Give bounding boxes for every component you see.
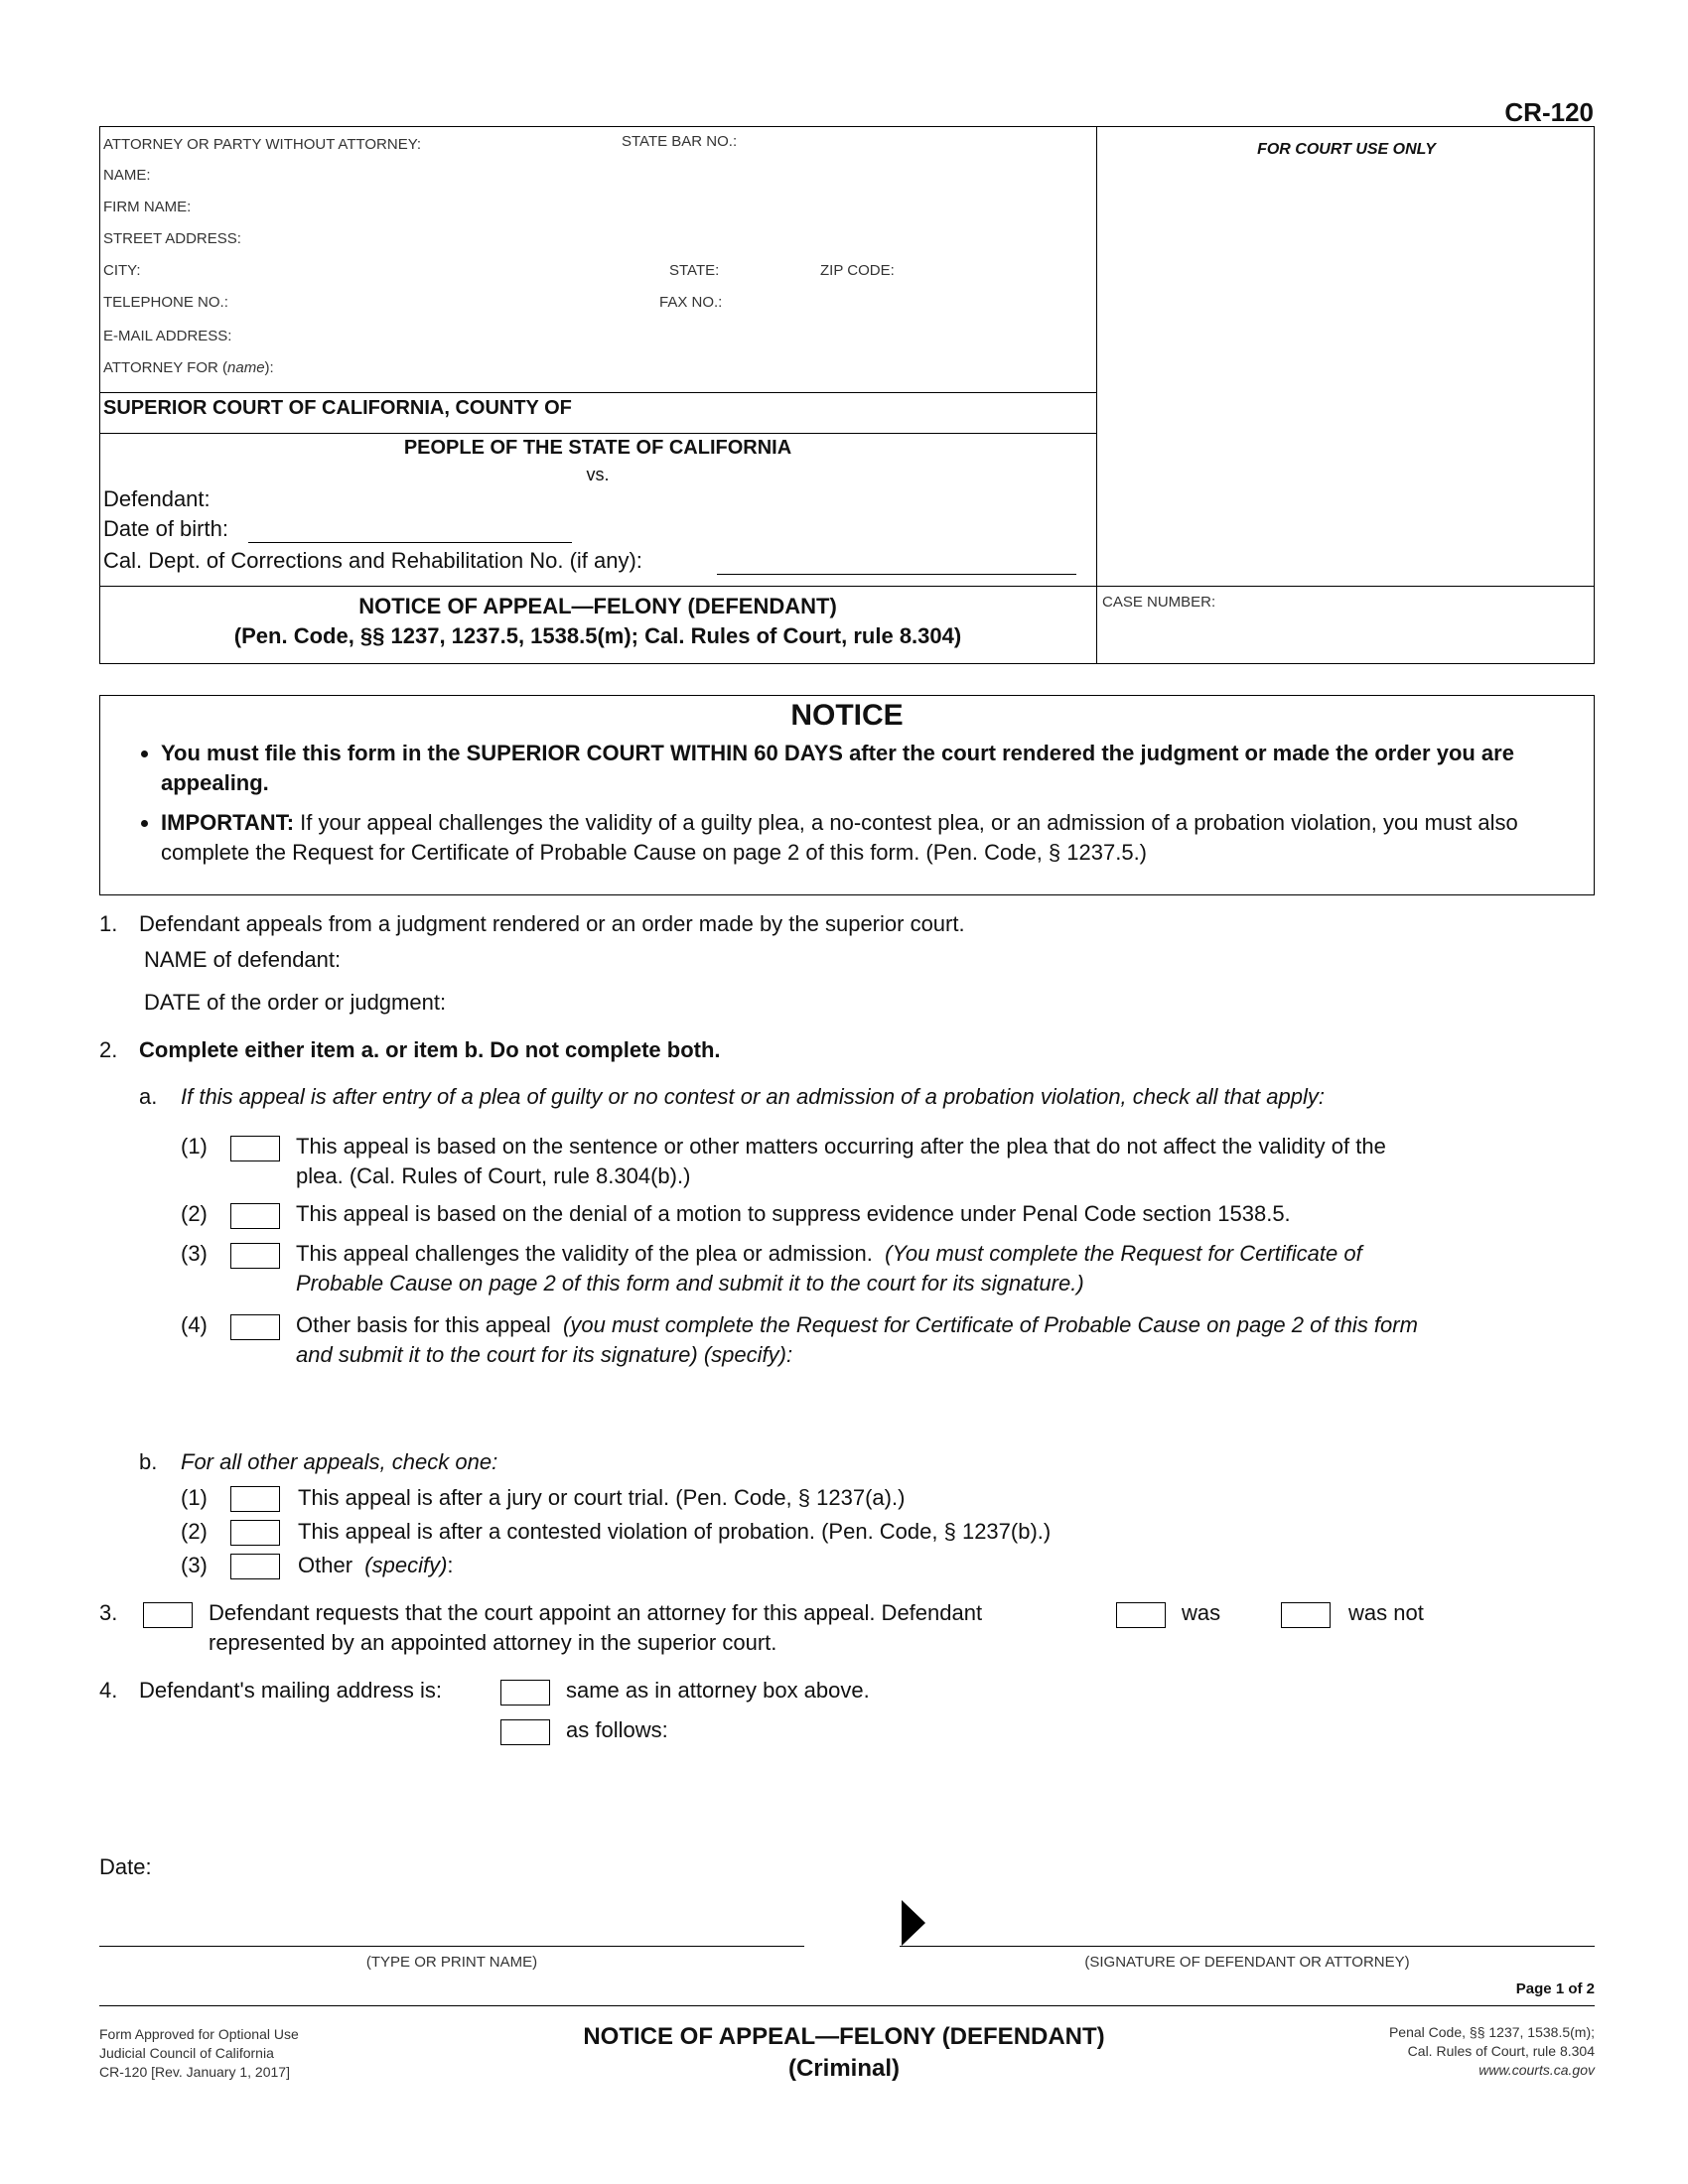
name-label: NAME: — [103, 167, 151, 184]
attorney-for-prefix: ATTORNEY FOR ( — [103, 359, 228, 376]
item2b-2-number: (2) — [181, 1519, 208, 1544]
state-bar-input[interactable] — [755, 133, 1082, 153]
item3-was-not-checkbox[interactable] — [1281, 1602, 1331, 1628]
item2b-2-text: This appeal is after a contested violation of probation. (Pen. Code, § 1237(b).) — [298, 1519, 1052, 1544]
court-use-divider — [1096, 126, 1097, 664]
dob-input[interactable] — [248, 516, 572, 543]
item2a-4-text-main: Other basis for this appeal — [296, 1312, 551, 1337]
item2-text: Complete either item a. or item b. Do not complete both. — [139, 1037, 721, 1062]
fax-input[interactable] — [735, 292, 1082, 312]
telephone-label: TELEPHONE NO.: — [103, 294, 228, 311]
item1-name-input[interactable] — [377, 947, 1589, 973]
item4-address-input[interactable] — [695, 1717, 1589, 1743]
people-label: PEOPLE OF THE STATE OF CALIFORNIA — [403, 437, 792, 459]
item4-as-follows-label: as follows: — [566, 1717, 668, 1742]
item3-number: 3. — [99, 1600, 118, 1625]
item1-text: Defendant appeals from a judgment rendered or an order made by the superior court. — [139, 911, 965, 936]
item2b-3-checkbox[interactable] — [230, 1554, 280, 1579]
item2b-3-text — [298, 1553, 454, 1578]
print-name-input[interactable] — [99, 1916, 804, 1947]
state-label: STATE: — [669, 262, 720, 279]
print-name-label: (TYPE OR PRINT NAME) — [365, 1954, 538, 1971]
attorney-label: ATTORNEY OR PARTY WITHOUT ATTORNEY: — [103, 136, 422, 153]
item2a-4-checkbox[interactable] — [230, 1314, 280, 1340]
item2a-4-text — [296, 1312, 1418, 1338]
footer-right-1: Penal Code, §§ 1237, 1538.5(m); — [1388, 2024, 1595, 2040]
notice-bullet-2 — [161, 808, 1571, 868]
attorney-for-name-hint: name — [227, 359, 265, 376]
item2a-4-specify-input[interactable] — [874, 1342, 1589, 1368]
notice-heading: NOTICE — [790, 699, 904, 732]
item3-was-label: was — [1182, 1600, 1221, 1625]
footer-left-2: Judicial Council of California — [99, 2045, 274, 2061]
item2b-3-number: (3) — [181, 1553, 208, 1577]
item2a-4-text-2: and submit it to the court for its signature) (specify): — [296, 1342, 793, 1367]
footer-left-1: Form Approved for Optional Use — [99, 2026, 299, 2042]
item1-date-label: DATE of the order or judgment: — [144, 990, 447, 1015]
item1-name-label: NAME of defendant: — [144, 947, 342, 972]
zip-label: ZIP CODE: — [820, 262, 895, 279]
item2a-1-number: (1) — [181, 1134, 208, 1159]
footer-right-2: Cal. Rules of Court, rule 8.304 — [1407, 2043, 1595, 2059]
item2a-3-text-2: Probable Cause on page 2 of this form and submit it to the court for its signature.) — [296, 1271, 1084, 1296]
attorney-for-suffix: ): — [264, 359, 274, 376]
item2a-3-number: (3) — [181, 1241, 208, 1266]
signature-label: (SIGNATURE OF DEFENDANT OR ATTORNEY) — [1084, 1954, 1410, 1971]
state-bar-label: STATE BAR NO.: — [622, 133, 738, 150]
notice-bullet-1: • You must file this form in the SUPERIOR COURT WITHIN 60 DAYS after the court rendered the judgment or made the order you are appealing. — [161, 739, 1571, 798]
firm-input[interactable] — [205, 197, 1082, 216]
item2b-2-checkbox[interactable] — [230, 1520, 280, 1546]
item3-text-2: represented by an appointed attorney in the superior court. — [209, 1630, 777, 1655]
page-number: Page 1 of 2 — [1515, 1980, 1595, 1997]
item2a-3-text-italic: (You must complete the Request for Certificate of — [885, 1241, 1362, 1266]
item2a-text: If this appeal is after entry of a plea of guilty or no contest or an admission of a probation violation, check all that apply: — [181, 1084, 1325, 1109]
divider-court — [99, 392, 1096, 393]
item4-label: Defendant's mailing address is: — [139, 1678, 443, 1703]
item2a-3-text-main: This appeal challenges the validity of the plea or admission. — [296, 1241, 873, 1266]
court-label: SUPERIOR COURT OF CALIFORNIA, COUNTY OF — [103, 397, 572, 419]
street-input[interactable] — [263, 228, 1082, 248]
item4-number: 4. — [99, 1678, 118, 1703]
item2a-3-text — [296, 1241, 1362, 1267]
item2b-3-specify-input[interactable] — [487, 1553, 1589, 1578]
case-number-input[interactable] — [1102, 621, 1589, 655]
item2a-3-checkbox[interactable] — [230, 1243, 280, 1269]
footer-divider — [99, 2005, 1595, 2006]
footer-title: NOTICE OF APPEAL—FELONY (DEFENDANT) — [583, 2023, 1105, 2050]
item2b-text: For all other appeals, check one: — [181, 1449, 498, 1474]
date-label: Date: — [99, 1854, 152, 1879]
case-number-label: CASE NUMBER: — [1102, 594, 1216, 611]
item1-date-input[interactable] — [496, 990, 1092, 1016]
signature-input[interactable] — [900, 1916, 1595, 1947]
vs-label: vs. — [586, 465, 610, 484]
firm-label: FIRM NAME: — [103, 199, 192, 215]
cdcr-label: Cal. Dept. of Corrections and Rehabilitation No. (if any): — [103, 548, 642, 573]
divider-title — [99, 586, 1595, 587]
state-input[interactable] — [729, 260, 818, 280]
item2a-2-checkbox[interactable] — [230, 1203, 280, 1229]
attorney-for-input[interactable] — [298, 357, 1082, 377]
date-input[interactable] — [169, 1854, 566, 1880]
item2a-2-number: (2) — [181, 1201, 208, 1226]
city-input[interactable] — [149, 260, 660, 280]
item4-as-follows-checkbox[interactable] — [500, 1719, 550, 1745]
form-title: NOTICE OF APPEAL—FELONY (DEFENDANT) — [358, 594, 837, 618]
item2a-1-text-2: plea. (Cal. Rules of Court, rule 8.304(b).) — [296, 1163, 691, 1188]
item2-number: 2. — [99, 1037, 118, 1062]
notice-list — [121, 739, 1571, 878]
defendant-input[interactable] — [228, 488, 1082, 512]
item3-text: Defendant requests that the court appoint an attorney for this appeal. Defendant — [209, 1600, 983, 1625]
item3-checkbox[interactable] — [143, 1602, 193, 1628]
footer-left-3: CR-120 [Rev. January 1, 2017] — [99, 2064, 290, 2080]
divider-people — [99, 433, 1096, 434]
email-label: E-MAIL ADDRESS: — [103, 328, 232, 344]
item3-was-not-label: was not — [1348, 1600, 1424, 1625]
item2b-3-text-end: : — [447, 1553, 454, 1577]
item2a-label: a. — [139, 1084, 158, 1109]
footer-left — [99, 2025, 299, 2082]
item2b-3-text-main: Other — [298, 1553, 353, 1577]
item2b-1-text: This appeal is after a jury or court trial. (Pen. Code, § 1237(a).) — [298, 1485, 906, 1510]
email-input[interactable] — [254, 326, 1082, 345]
item2b-1-number: (1) — [181, 1485, 208, 1510]
item3-was-checkbox[interactable] — [1116, 1602, 1166, 1628]
item2a-4-text-italic: (you must complete the Request for Certificate of Probable Cause on page 2 of this form — [563, 1312, 1418, 1337]
item2a-1-checkbox[interactable] — [230, 1136, 280, 1161]
item2a-2-text: This appeal is based on the denial of a motion to suppress evidence under Penal Code section 1538.5. — [296, 1201, 1291, 1226]
cdcr-input[interactable] — [717, 548, 1076, 575]
item2a-4-number: (4) — [181, 1312, 208, 1337]
attorney-for-label — [103, 359, 274, 376]
item2b-label: b. — [139, 1449, 158, 1474]
telephone-input[interactable] — [248, 292, 645, 312]
form-number: CR-120 — [1504, 97, 1594, 127]
important-label: IMPORTANT: — [161, 810, 295, 835]
dob-label: Date of birth: — [103, 516, 228, 541]
defendant-label: Defendant: — [103, 486, 211, 511]
fax-label: FAX NO.: — [659, 294, 723, 311]
form-title-citation: (Pen. Code, §§ 1237, 1237.5, 1538.5(m); Cal. Rules of Court, rule 8.304) — [233, 623, 962, 648]
name-input[interactable] — [159, 165, 1082, 185]
street-label: STREET ADDRESS: — [103, 230, 241, 247]
county-input[interactable] — [635, 399, 1082, 423]
city-label: CITY: — [103, 262, 141, 279]
item1-number: 1. — [99, 911, 118, 936]
item4-same-checkbox[interactable] — [500, 1680, 550, 1706]
item2b-1-checkbox[interactable] — [230, 1486, 280, 1512]
zip-input[interactable] — [904, 260, 1082, 280]
item4-same-label: same as in attorney box above. — [566, 1678, 870, 1703]
item2a-1-text: This appeal is based on the sentence or other matters occurring after the plea that do not affect the validity of the — [296, 1134, 1386, 1159]
footer-subtitle: (Criminal) — [787, 2055, 900, 2082]
item2b-3-text-italic: (specify) — [364, 1553, 448, 1577]
footer-website: www.courts.ca.gov — [1478, 2062, 1595, 2078]
footer-right — [1389, 2023, 1595, 2080]
important-text: If your appeal challenges the validity of a guilty plea, a no-contest plea, or an admission of a probation violation, you must also complete the Request for Certificate of Probable Cause on page 2 of this form. (Pen. Code, § 1237.5.) — [161, 810, 1518, 865]
court-use-label: FOR COURT USE ONLY — [1257, 141, 1436, 158]
